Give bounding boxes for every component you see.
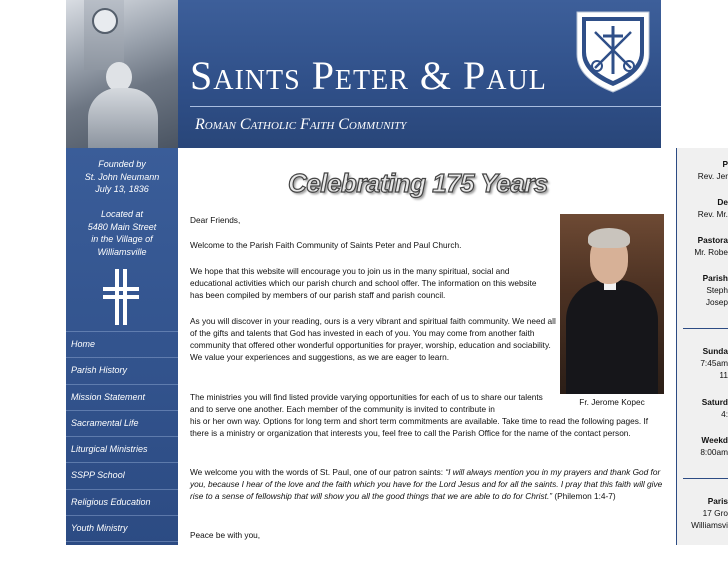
nav-home[interactable]: Home xyxy=(66,331,178,357)
info-block-parish-staff xyxy=(677,272,728,308)
main-content xyxy=(178,148,661,545)
info-heading: De xyxy=(717,197,728,207)
welcome-paragraph: Welcome to the Parish Faith Community of Saints Peter and Paul Church. xyxy=(190,240,462,250)
header-divider xyxy=(190,106,661,107)
info-block-deacon xyxy=(677,196,728,220)
main-nav xyxy=(66,331,178,568)
nav-youth-ministry[interactable]: Youth Ministry xyxy=(66,515,178,541)
info-text: Josep xyxy=(705,297,728,307)
info-text: 8:00am xyxy=(700,447,728,457)
nav-pastoral-care[interactable]: Pastoral Care/ Spiritual xyxy=(66,541,178,567)
closing: Peace be with you, xyxy=(190,530,261,540)
info-heading: Sunda xyxy=(702,346,728,356)
site-header xyxy=(66,0,661,148)
info-text: 11 xyxy=(719,370,728,380)
divider xyxy=(683,478,728,479)
location-line: Located at xyxy=(100,209,144,219)
location-line: Williamsville xyxy=(97,246,147,257)
location-line: in the Village of xyxy=(91,234,153,244)
info-text: Steph xyxy=(706,285,728,295)
info-heading: Paris xyxy=(707,496,728,506)
info-heading: Pastora xyxy=(697,235,728,245)
intro-paragraph: We hope that this website will encourage you to join us in the many spiritual, social and educational activities which our parish church and school offer. The information on this website has been compiled by members of our parish staff and parish council. xyxy=(190,266,537,301)
site-subtitle: Roman Catholic Faith Community xyxy=(195,116,407,133)
pastor-portrait-image xyxy=(560,214,664,394)
page xyxy=(66,0,663,560)
info-text: Mr. Robe xyxy=(694,247,728,257)
statue-photo xyxy=(66,0,178,148)
double-cross-icon xyxy=(103,269,139,325)
location-line: 5480 Main Street xyxy=(87,221,157,232)
photo-caption: Fr. Jerome Kopec xyxy=(579,397,645,407)
greeting: Dear Friends, xyxy=(190,215,241,225)
info-heading: Weekd xyxy=(701,435,728,445)
info-block-weekday xyxy=(677,434,728,458)
pastor-photo xyxy=(560,214,664,407)
founded-line: July 13, 1836 xyxy=(95,184,149,194)
founded-line: Founded by xyxy=(98,159,146,169)
ministries-paragraph-end: his or her own way. Options for long term and short term commitments are available. Take time to read the following pages. If there is a ministry or organization that interests you, feel free to call the Parish Office for the name of the contact person. xyxy=(190,416,649,439)
info-text: Rev. Jer xyxy=(697,171,728,181)
info-block-parish-address xyxy=(677,495,728,531)
nav-parish-history[interactable]: Parish History xyxy=(66,357,178,383)
info-block-saturday xyxy=(677,396,728,420)
info-block-sunday xyxy=(677,345,728,381)
info-text: 7:45am xyxy=(700,358,728,368)
nav-mission-statement[interactable]: Mission Statement xyxy=(66,384,178,410)
right-info-column xyxy=(676,148,728,545)
info-text: Rev. Mr. xyxy=(697,209,728,219)
nav-religious-education[interactable]: Religious Education xyxy=(66,489,178,515)
anniversary-banner: Celebrating 175 Years xyxy=(288,168,548,198)
location-info xyxy=(66,208,178,258)
scripture-reference: (Philemon 1:4-7) xyxy=(552,491,616,502)
sidebar xyxy=(66,148,178,560)
info-text: Williamsvi xyxy=(691,520,728,530)
founded-line: St. John Neumann xyxy=(84,171,160,182)
divider xyxy=(683,328,728,329)
clock-icon xyxy=(92,8,118,34)
scripture-quote: “I will always mention you in my prayers and thank God for you, because I hear of the love and the faith which you have for the Lord Jesus and for all the saints. I pray that this faith will give rise to a sense of fellowship that will show you all the good things that we are able to do for Christ.” xyxy=(190,467,663,502)
nav-sspp-school[interactable]: SSPP School xyxy=(66,462,178,488)
ministries-paragraph-start: The ministries you will find listed provide varying opportunities for each of us to share our talents and to serve one another. Each member of the community is invited to contribute in xyxy=(190,392,543,415)
info-heading: Saturd xyxy=(701,397,728,407)
quote-intro: We welcome you with the words of St. Paul, one of our patron saints: xyxy=(190,467,446,477)
info-heading: Parish xyxy=(702,273,728,283)
community-paragraph: As you will discover in your reading, ours is a very vibrant and spiritual faith community. We need all of the gifts and talents that God has invested in each of you. You may come from another faith community that offered other wonderful opportunities for prayer, worship, education and sociability. We value your experiences and suggestions, as we are eager to learn. xyxy=(190,316,556,363)
st-paul-paragraph xyxy=(190,466,666,502)
info-block-pastor xyxy=(677,158,728,182)
info-block-pastoral xyxy=(677,234,728,258)
info-text: 4: xyxy=(721,409,728,419)
site-title[interactable]: Saints Peter & Paul xyxy=(190,53,547,98)
parish-crest-logo xyxy=(571,6,655,94)
nav-sacramental-life[interactable]: Sacramental Life xyxy=(66,410,178,436)
info-text: 17 Gro xyxy=(702,508,728,518)
nav-liturgical-ministries[interactable]: Liturgical Ministries xyxy=(66,436,178,462)
founded-info xyxy=(66,158,178,196)
info-heading: P xyxy=(722,159,728,169)
